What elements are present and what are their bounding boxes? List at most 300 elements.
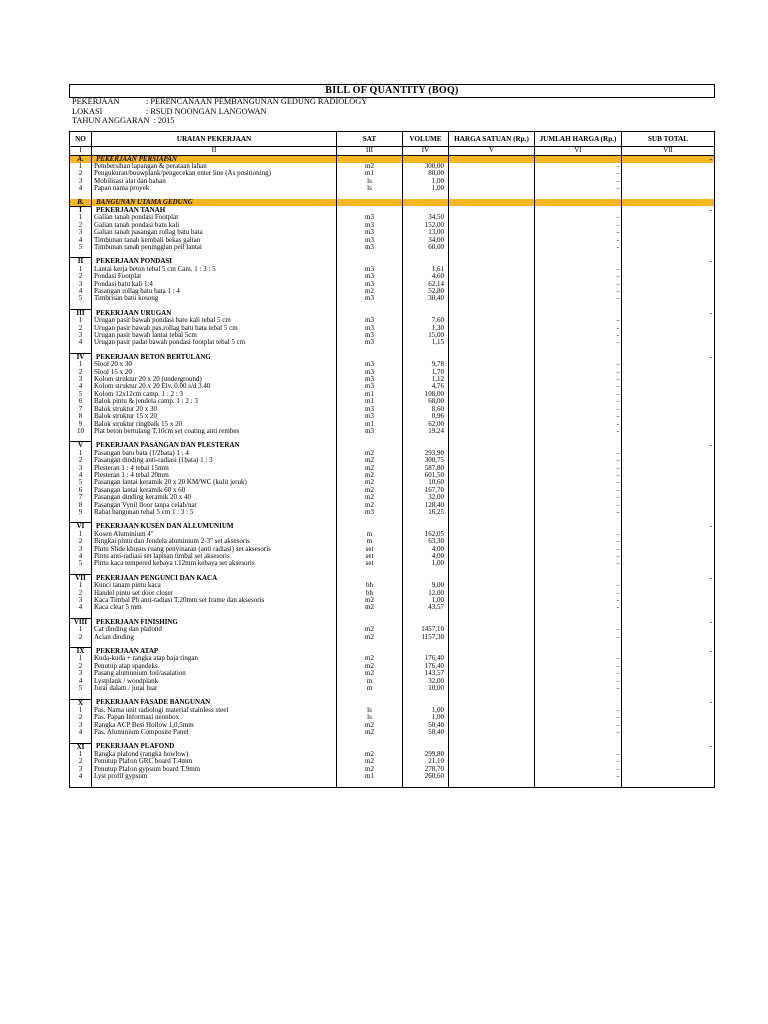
item-total-price: - xyxy=(535,538,622,545)
item-number: VI xyxy=(70,523,92,531)
item-total-price: - xyxy=(535,325,622,332)
item-description: Balok struktur 15 x 20 xyxy=(92,413,337,420)
table-row xyxy=(70,729,715,736)
item-volume xyxy=(403,574,449,582)
table-row xyxy=(70,509,715,516)
item-description: Pasangan Vynil floor tanpa celah/nat xyxy=(92,502,337,509)
item-subtotal xyxy=(622,295,715,302)
item-description: Kaca Timbal Pb anti-radiasi T.20mm set frame dan aksesoris xyxy=(92,597,337,604)
item-subtotal xyxy=(622,317,715,324)
item-subtotal xyxy=(622,170,715,177)
item-unit: m2 xyxy=(337,670,403,677)
item-volume: 34,50 xyxy=(403,214,449,221)
item-volume: 1,70 xyxy=(403,369,449,376)
item-unit: m1 xyxy=(337,773,403,780)
table-row xyxy=(70,325,715,332)
item-number: 5 xyxy=(70,244,92,251)
item-total-price: - xyxy=(535,758,622,765)
item-volume xyxy=(403,743,449,751)
item-total-price: - xyxy=(535,376,622,383)
item-subtotal xyxy=(622,332,715,339)
item-description: PEKERJAAN KUSEN DAN ALLUMUNIUM xyxy=(92,523,337,531)
item-volume: 1457,10 xyxy=(403,626,449,633)
table-row xyxy=(70,178,715,185)
item-unit-price xyxy=(449,199,535,207)
item-unit-price xyxy=(449,590,535,597)
item-subtotal xyxy=(622,428,715,435)
column-number: I xyxy=(70,147,92,156)
item-subtotal xyxy=(622,472,715,479)
item-subtotal xyxy=(622,590,715,597)
item-total-price: - xyxy=(535,531,622,538)
column-number: VII xyxy=(622,147,715,156)
item-subtotal: - xyxy=(622,523,715,531)
item-description: Plat beton bertulang T.10cm set coating anti rembes xyxy=(92,428,337,435)
table-row xyxy=(70,655,715,662)
item-total-price: - xyxy=(535,214,622,221)
item-unit-price xyxy=(449,369,535,376)
item-unit xyxy=(337,699,403,707)
item-volume: 60,00 xyxy=(403,244,449,251)
item-number: 3 xyxy=(70,332,92,339)
table-row xyxy=(70,369,715,376)
item-number: 6 xyxy=(70,487,92,494)
item-number: IX xyxy=(70,648,92,656)
item-description: Urugan pasir bawah pondasi batu kali tebal 5 cm xyxy=(92,317,337,324)
item-unit: m3 xyxy=(337,428,403,435)
item-subtotal xyxy=(622,670,715,677)
item-number: 5 xyxy=(70,685,92,692)
item-total-price: - xyxy=(535,487,622,494)
item-unit: m xyxy=(337,538,403,545)
item-total-price: - xyxy=(535,465,622,472)
item-volume xyxy=(403,258,449,266)
item-unit: m2 xyxy=(337,465,403,472)
item-subtotal xyxy=(622,634,715,641)
item-unit: m2 xyxy=(337,626,403,633)
item-unit-price xyxy=(449,361,535,368)
item-subtotal xyxy=(622,546,715,553)
item-unit-price xyxy=(449,729,535,736)
table-row xyxy=(70,465,715,472)
item-unit: m2 xyxy=(337,487,403,494)
item-subtotal: - xyxy=(622,155,715,163)
item-total-price: - xyxy=(535,626,622,633)
table-row xyxy=(70,766,715,773)
item-volume: 1,61 xyxy=(403,266,449,273)
item-number: 2 xyxy=(70,457,92,464)
item-description: Sloof 15 x 20 xyxy=(92,369,337,376)
item-volume: 1157,30 xyxy=(403,634,449,641)
item-subtotal xyxy=(622,421,715,428)
item-description: Balok struktur ringbalk 15 x 20 xyxy=(92,421,337,428)
table-row xyxy=(70,626,715,633)
item-unit: m2 xyxy=(337,758,403,765)
item-description: Kolom struktur 20 x 20 Elv. 0.00 s/d 3.40 xyxy=(92,383,337,390)
item-description: Pengukuran/bouwplank/pengecekan enter line (As positioning) xyxy=(92,170,337,177)
item-number: 4 xyxy=(70,383,92,390)
table-row xyxy=(70,391,715,398)
item-unit-price xyxy=(449,288,535,295)
item-number: 1 xyxy=(70,626,92,633)
item-subtotal xyxy=(622,751,715,758)
item-total-price xyxy=(535,618,622,626)
item-number: 2 xyxy=(70,325,92,332)
item-total-price: - xyxy=(535,751,622,758)
item-volume: 143,57 xyxy=(403,670,449,677)
column-number: III xyxy=(337,147,403,156)
item-volume: 50,40 xyxy=(403,722,449,729)
info-row-tahun xyxy=(72,116,367,126)
item-number: 10 xyxy=(70,428,92,435)
item-number xyxy=(70,781,92,788)
item-number: 3 xyxy=(70,281,92,288)
item-description: Galian tanah pasangan rollag batu bata xyxy=(92,229,337,236)
item-description: Pintu kaca tempered kebaya t.12mm kebaya set aksesoris xyxy=(92,560,337,567)
item-subtotal: - xyxy=(622,206,715,214)
table-row xyxy=(70,582,715,589)
item-unit-price xyxy=(449,214,535,221)
item-subtotal xyxy=(622,707,715,714)
item-unit-price xyxy=(449,383,535,390)
item-subtotal xyxy=(622,758,715,765)
item-description: Pembersihan lapangan & perataan lahan xyxy=(92,163,337,170)
item-unit-price xyxy=(449,244,535,251)
item-unit-price xyxy=(449,317,535,324)
item-unit: m3 xyxy=(337,509,403,516)
table-row xyxy=(70,678,715,685)
item-volume: 4,00 xyxy=(403,553,449,560)
item-description: Lantai kerja beton tebal 5 cm Cam. 1 : 3 : 5 xyxy=(92,266,337,273)
item-unit xyxy=(337,258,403,266)
item-volume: 16,25 xyxy=(403,509,449,516)
info-label: LOKASI xyxy=(72,106,103,116)
item-unit: ls xyxy=(337,707,403,714)
table-row xyxy=(70,663,715,670)
item-description: PEKERJAAN PERSIAPAN xyxy=(92,155,337,163)
table-row xyxy=(70,170,715,177)
item-unit xyxy=(337,155,403,163)
item-subtotal xyxy=(622,502,715,509)
item-total-price: - xyxy=(535,398,622,405)
item-number: 7 xyxy=(70,494,92,501)
item-subtotal: - xyxy=(622,442,715,450)
item-unit: m3 xyxy=(337,229,403,236)
item-description: BANGUNAN UTAMA GEDUNG xyxy=(92,199,337,207)
item-total-price: - xyxy=(535,509,622,516)
item-number: VII xyxy=(70,574,92,582)
item-unit: ls xyxy=(337,185,403,192)
table-row xyxy=(70,758,715,765)
item-subtotal: - xyxy=(622,309,715,317)
item-unit-price xyxy=(449,766,535,773)
item-unit: m3 xyxy=(337,281,403,288)
item-number: X xyxy=(70,699,92,707)
item-volume: 293,90 xyxy=(403,450,449,457)
item-description: Kolom 12x12cm camp. 1 : 2 : 3 xyxy=(92,391,337,398)
table-row xyxy=(70,398,715,405)
item-description: Pas. Papan Informasi neonbox xyxy=(92,714,337,721)
item-description: Rangka ACP Besi Hollow 1,0,5mm xyxy=(92,722,337,729)
table-row xyxy=(70,590,715,597)
item-subtotal xyxy=(622,369,715,376)
item-subtotal xyxy=(622,582,715,589)
item-unit-price xyxy=(449,714,535,721)
item-unit-price xyxy=(449,773,535,780)
item-number: 4 xyxy=(70,472,92,479)
item-volume: 4,76 xyxy=(403,383,449,390)
item-description: Pasang alumunium foil/asalation xyxy=(92,670,337,677)
item-total-price xyxy=(535,574,622,582)
item-number: 3 xyxy=(70,229,92,236)
item-number: I xyxy=(70,206,92,214)
item-subtotal xyxy=(622,597,715,604)
item-number: 5 xyxy=(70,479,92,486)
item-unit: m2 xyxy=(337,634,403,641)
item-unit-price xyxy=(449,391,535,398)
item-total-price: - xyxy=(535,273,622,280)
item-subtotal xyxy=(622,678,715,685)
item-unit: m2 xyxy=(337,722,403,729)
item-description: Timbunan tanah peninggian peil lantai xyxy=(92,244,337,251)
item-subtotal xyxy=(622,457,715,464)
item-subtotal: - xyxy=(622,743,715,751)
item-volume: 12,00 xyxy=(403,590,449,597)
column-number: IV xyxy=(403,147,449,156)
item-unit-price xyxy=(449,406,535,413)
item-subtotal xyxy=(622,729,715,736)
item-subtotal xyxy=(622,361,715,368)
item-volume: 0,96 xyxy=(403,413,449,420)
table-row xyxy=(70,214,715,221)
item-total-price: - xyxy=(535,421,622,428)
item-unit-price xyxy=(449,743,535,751)
item-total-price: - xyxy=(535,369,622,376)
table-row xyxy=(70,413,715,420)
column-header: SUB TOTAL xyxy=(622,132,715,147)
item-number: 2 xyxy=(70,538,92,545)
item-volume: 9,78 xyxy=(403,361,449,368)
item-number: A. xyxy=(70,155,92,163)
item-description: Pasangan dinding anti-radiasi (1bata) 1 : 3 xyxy=(92,457,337,464)
column-number-row xyxy=(70,147,715,156)
table-row xyxy=(70,553,715,560)
item-volume: 300,75 xyxy=(403,457,449,464)
item-description: Rabat bangunan tebal 5 cm 1 : 3 : 5 xyxy=(92,509,337,516)
item-number: II xyxy=(70,258,92,266)
item-unit: m2 xyxy=(337,502,403,509)
item-volume: 19,24 xyxy=(403,428,449,435)
item-total-price: - xyxy=(535,553,622,560)
item-number: 8 xyxy=(70,413,92,420)
item-volume xyxy=(403,781,449,788)
item-subtotal xyxy=(622,229,715,236)
group-header-row xyxy=(70,743,715,751)
item-volume: 1,15 xyxy=(403,339,449,346)
item-total-price: - xyxy=(535,766,622,773)
item-unit: m2 xyxy=(337,472,403,479)
item-unit-price xyxy=(449,546,535,553)
item-subtotal xyxy=(622,281,715,288)
column-header: NO xyxy=(70,132,92,147)
table-row xyxy=(70,406,715,413)
table-row xyxy=(70,773,715,780)
column-header: HARGA SATUAN (Rp.) xyxy=(449,132,535,147)
item-unit: ls xyxy=(337,714,403,721)
item-number: 6 xyxy=(70,398,92,405)
item-total-price: - xyxy=(535,685,622,692)
table-row xyxy=(70,383,715,390)
item-unit-price xyxy=(449,479,535,486)
item-unit-price xyxy=(449,413,535,420)
item-number: B. xyxy=(70,199,92,207)
item-volume: 34,00 xyxy=(403,237,449,244)
item-subtotal xyxy=(622,560,715,567)
item-unit: m3 xyxy=(337,237,403,244)
item-number: 9 xyxy=(70,509,92,516)
item-volume: 30,40 xyxy=(403,295,449,302)
item-total-price: - xyxy=(535,546,622,553)
item-unit: m2 xyxy=(337,163,403,170)
item-unit-price xyxy=(449,339,535,346)
item-total-price: - xyxy=(535,714,622,721)
item-unit: m3 xyxy=(337,325,403,332)
item-unit-price xyxy=(449,457,535,464)
item-subtotal xyxy=(622,655,715,662)
item-unit: m1 xyxy=(337,391,403,398)
info-value: : 2015 xyxy=(153,116,175,125)
item-total-price: - xyxy=(535,295,622,302)
item-subtotal: - xyxy=(622,258,715,266)
item-unit-price xyxy=(449,170,535,177)
spacer-row xyxy=(70,781,715,788)
item-unit xyxy=(337,199,403,207)
item-subtotal: - xyxy=(622,353,715,361)
group-header-row xyxy=(70,206,715,214)
item-total-price: - xyxy=(535,773,622,780)
item-subtotal xyxy=(622,538,715,545)
item-volume xyxy=(403,309,449,317)
item-number: 1 xyxy=(70,163,92,170)
item-number: 2 xyxy=(70,663,92,670)
item-subtotal xyxy=(622,494,715,501)
item-unit-price xyxy=(449,699,535,707)
item-number: 3 xyxy=(70,766,92,773)
item-unit: m3 xyxy=(337,332,403,339)
item-total-price xyxy=(535,155,622,163)
table-row xyxy=(70,531,715,538)
item-number: 2 xyxy=(70,369,92,376)
item-unit-price xyxy=(449,487,535,494)
item-description: Pasangan batu bata (1/2bata) 1 : 4 xyxy=(92,450,337,457)
item-unit-price xyxy=(449,309,535,317)
item-description: Penutup Plafon gypsum board T.9mm xyxy=(92,766,337,773)
item-unit: m xyxy=(337,531,403,538)
table-row xyxy=(70,487,715,494)
item-subtotal xyxy=(622,383,715,390)
item-unit-price xyxy=(449,206,535,214)
item-subtotal xyxy=(622,398,715,405)
table-row xyxy=(70,266,715,273)
item-unit-price xyxy=(449,295,535,302)
item-volume xyxy=(403,699,449,707)
group-header-row xyxy=(70,353,715,361)
item-unit xyxy=(337,574,403,582)
item-unit-price xyxy=(449,281,535,288)
item-volume: 299,80 xyxy=(403,751,449,758)
item-volume: 43,57 xyxy=(403,604,449,611)
item-subtotal xyxy=(622,413,715,420)
item-subtotal xyxy=(622,244,715,251)
item-number: 3 xyxy=(70,597,92,604)
item-unit: m3 xyxy=(337,361,403,368)
item-subtotal xyxy=(622,714,715,721)
item-number: 7 xyxy=(70,406,92,413)
item-subtotal: - xyxy=(622,648,715,656)
item-description: PEKERJAAN BETON BERTULANG xyxy=(92,353,337,361)
item-subtotal xyxy=(622,222,715,229)
item-description: PEKERJAAN PONDASI xyxy=(92,258,337,266)
item-unit: m1 xyxy=(337,398,403,405)
item-description: Rangka plafond (rangka howlow) xyxy=(92,751,337,758)
item-number: 4 xyxy=(70,678,92,685)
item-number: 3 xyxy=(70,546,92,553)
info-value: : PERENCANAAN PEMBANGUNAN GEDUNG RADIOLOGY xyxy=(146,97,368,106)
item-total-price: - xyxy=(535,163,622,170)
item-description: PEKERJAAN PENGUNCI DAN KACA xyxy=(92,574,337,582)
item-description: Mobilisasi alat dan bahan xyxy=(92,178,337,185)
table-header-row xyxy=(70,132,715,147)
item-unit-price xyxy=(449,472,535,479)
item-total-price: - xyxy=(535,707,622,714)
column-number: VI xyxy=(535,147,622,156)
item-description: Papan nama proyek xyxy=(92,185,337,192)
info-row-pekerjaan xyxy=(72,97,367,107)
item-total-price xyxy=(535,781,622,788)
item-description: Balok struktur 20 x 30 xyxy=(92,406,337,413)
item-volume: 8,60 xyxy=(403,406,449,413)
item-number: III xyxy=(70,309,92,317)
item-unit: m3 xyxy=(337,266,403,273)
item-total-price: - xyxy=(535,229,622,236)
table-row xyxy=(70,722,715,729)
item-total-price: - xyxy=(535,582,622,589)
item-subtotal xyxy=(622,163,715,170)
item-total-price xyxy=(535,699,622,707)
item-description: Pasangan lantai keramik 60 x 60 xyxy=(92,487,337,494)
item-number: VIII xyxy=(70,618,92,626)
item-subtotal xyxy=(622,465,715,472)
item-unit: m3 xyxy=(337,383,403,390)
item-unit-price xyxy=(449,751,535,758)
item-volume: 32,00 xyxy=(403,678,449,685)
item-volume: 278,70 xyxy=(403,766,449,773)
item-description: PEKERJAAN PASANGAN DAN PLESTERAN xyxy=(92,442,337,450)
item-description: Penutup Plafon GRC board T.4mm xyxy=(92,758,337,765)
item-volume: 260,60 xyxy=(403,773,449,780)
item-total-price: - xyxy=(535,339,622,346)
item-unit-price xyxy=(449,574,535,582)
item-subtotal xyxy=(622,288,715,295)
item-volume: 176,40 xyxy=(403,655,449,662)
item-unit-price xyxy=(449,353,535,361)
item-unit xyxy=(337,309,403,317)
group-header-row xyxy=(70,258,715,266)
item-unit: m2 xyxy=(337,604,403,611)
item-volume xyxy=(403,442,449,450)
item-total-price: - xyxy=(535,332,622,339)
item-number: 2 xyxy=(70,170,92,177)
